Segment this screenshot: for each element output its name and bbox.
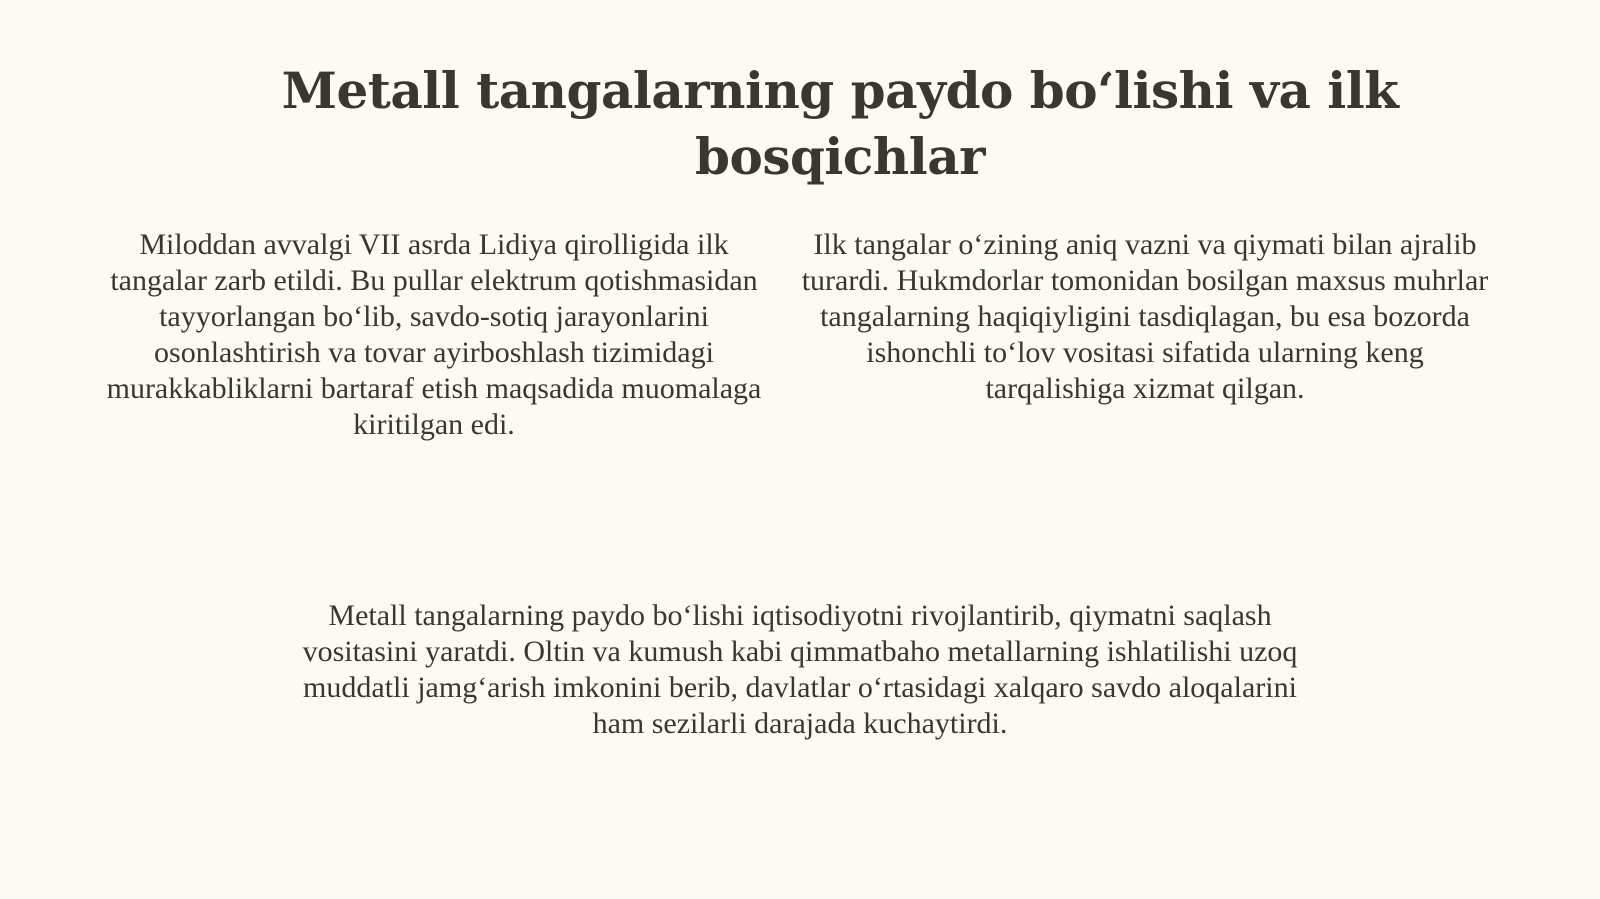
paragraph-right: Ilk tangalar o‘zining aniq vazni va qiymati bilan ajralib turardi. Hukmdorlar tomonidan bosilgan maxsus muhrlar tangalarning haqiqiyligini tasdiqlagan, bu esa bozorda ishonchli to‘lov vositasi sifatida ularning keng tarqalishiga xizmat qilgan. bbox=[801, 228, 1489, 405]
paragraph-bottom: Metall tangalarning paydo bo‘lishi iqtisodiyotni rivojlantirib, qiymatni saqlash vositasini yaratdi. Oltin va kumush kabi qimmatbaho metallarning ishlatilishi uzoq muddatli jamg‘arish imkonini berib, davlatlar o‘rtasidagi xalqaro savdo aloqalarini ham sezilarli darajada kuchaytirdi. bbox=[302, 599, 1298, 740]
paragraph-left: Miloddan avvalgi VII asrda Lidiya qirolligida ilk tangalar zarb etildi. Bu pullar elektrum qotishmasidan tayyorlangan bo‘lib, savdo-sotiq jarayonlarini osonlashtirish va tovar ayirboshlash tizimidagi murakkabliklarni bartaraf etish maqsadida muomalaga kiritilgan edi. bbox=[106, 228, 762, 441]
slide-title: Metall tangalarning paydo bo‘lishi va ilk bosqichlar bbox=[281, 61, 1399, 186]
